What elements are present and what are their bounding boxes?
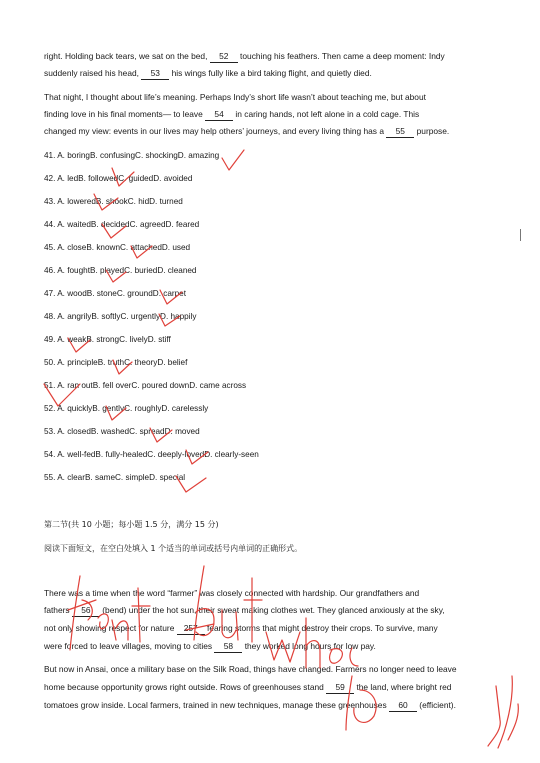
passage-line xyxy=(44,641,496,653)
passage-text: tomatoes grow inside. Local farmers, trained in new techniques, manage these greenhouses xyxy=(44,700,389,710)
passage-line: That night, I thought about life’s meaning. Perhaps Indy’s short life wasn’t about teaching me, but about xyxy=(44,92,426,102)
question-53: 53. A. closedB. washedC. spreadD. moved xyxy=(44,427,200,436)
answer-blank-58: 58 xyxy=(214,641,242,653)
question-46: 46. A. foughtB. playedC. buriedD. cleaned xyxy=(44,266,197,275)
question-44: 44. A. waitedB. decidedC. agreedD. feared xyxy=(44,220,200,229)
page-edge-mark xyxy=(520,229,521,241)
passage-text: purpose. xyxy=(414,126,450,136)
passage-text: (efficient). xyxy=(416,700,456,710)
answer-blank-53: 53 xyxy=(141,68,169,80)
passage-text: (bend) under the hot sun, their sweat making clothes wet. They glanced anxiously at the sky, xyxy=(99,605,445,615)
answer-blank-56: 56 xyxy=(72,605,100,617)
answer-blank-54: 54 xyxy=(205,109,233,121)
passage-text: not only showing respect for nature xyxy=(44,623,177,633)
passage-text: they worked long hours for low pay. xyxy=(242,641,376,651)
passage-line xyxy=(44,109,496,121)
passage-text: right. Holding back tears, we sat on the bed, xyxy=(44,51,210,61)
passage-line: There was a time when the word “farmer” was closely connected with hardship. Our grandfathers and xyxy=(44,588,420,598)
question-54: 54. A. well-fedB. fully-healedC. deeply-lovedD. clearly-seen xyxy=(44,450,259,459)
passage-line xyxy=(44,51,496,63)
passage-line xyxy=(44,623,496,635)
passage-line: But now in Ansai, once a military base on the Silk Road, things have changed. Farmers no longer need to leave xyxy=(44,664,457,674)
passage-text: touching his feathers. Then came a deep moment: Indy xyxy=(237,51,445,61)
passage-line xyxy=(44,126,496,138)
section-instruction: 阅读下面短文，在空白处填入 1 个适当的单词或括号内单词的正确形式。 xyxy=(44,544,303,553)
question-50: 50. A. principleB. truthC. theoryD. belief xyxy=(44,358,188,367)
answer-blank-57: 257 xyxy=(177,623,205,635)
question-41: 41. A. boringB. confusingC. shockingD. amazing xyxy=(44,151,220,160)
question-43: 43. A. loweredB. shookC. hidD. turned xyxy=(44,197,183,206)
answer-blank-55: 55 xyxy=(386,126,414,138)
passage-text: changed my view: events in our lives may help others’ journeys, and every living thing has a xyxy=(44,126,387,136)
question-47: 47. A. woodB. stoneC. groundD. carpet xyxy=(44,289,187,298)
passage-text: were forced to leave villages, moving to cities xyxy=(44,641,215,651)
question-55: 55. A. clearB. sameC. simpleD. special xyxy=(44,473,186,482)
answer-blank-59: 59 xyxy=(326,682,354,694)
passage-text: in caring hands, not left alone in a cold cage. This xyxy=(233,109,420,119)
question-52: 52. A. quicklyB. gentlyC. roughlyD. carelessly xyxy=(44,404,209,413)
passage-line xyxy=(44,682,496,694)
section-heading: 第二节(共 10 小题；每小题 1.5 分，满分 15 分) xyxy=(44,520,219,529)
question-48: 48. A. angrilyB. softlyC. urgentlyD. happily xyxy=(44,312,197,321)
passage-line xyxy=(44,700,496,712)
answer-blank-60: 60 xyxy=(389,700,417,712)
passage-text: suddenly raised his head, xyxy=(44,68,142,78)
question-42: 42. A. ledB. followedC. guidedD. avoided xyxy=(44,174,193,183)
passage-text: fearing storms that might destroy their crops. To survive, many xyxy=(204,623,438,633)
passage-text: fathers xyxy=(44,605,72,615)
answer-blank-52: 52 xyxy=(210,51,238,63)
passage-text: home because opportunity grows right outside. Rows of greenhouses stand xyxy=(44,682,327,692)
passage-line xyxy=(44,68,496,80)
passage-text: finding love in his final moments— to leave xyxy=(44,109,206,119)
passage-line xyxy=(44,605,496,617)
passage-text: the land, where bright red xyxy=(354,682,452,692)
question-45: 45. A. closeB. knownC. attachedD. used xyxy=(44,243,191,252)
passage-text: his wings fully like a bird taking flight, and quietly died. xyxy=(169,68,372,78)
question-49: 49. A. weakB. strongC. livelyD. stiff xyxy=(44,335,171,344)
question-51: 51. A. ran outB. fell overC. poured downD. came across xyxy=(44,381,247,390)
